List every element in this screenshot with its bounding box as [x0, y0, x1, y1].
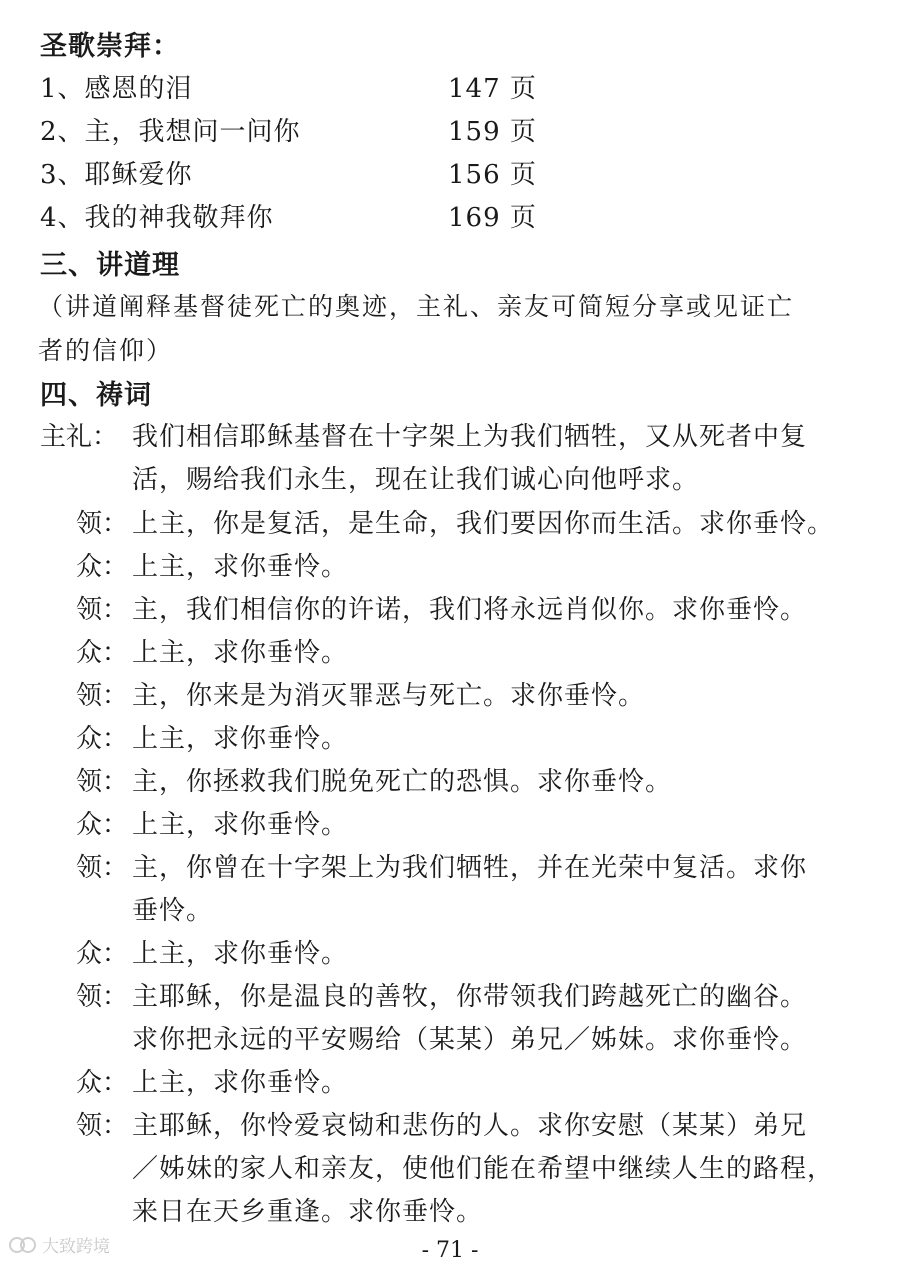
leader-text: ／姊妹的家人和亲友，使他们能在希望中继续人生的路程， [132, 1154, 835, 1184]
people-label: 众： [76, 1068, 129, 1098]
people-response: 上主，求你垂怜。 [132, 552, 349, 582]
people-response: 上主，求你垂怜。 [132, 1068, 349, 1098]
leader-text: 上主，你是复活，是生命，我们要因你而生活。求你垂怜。 [132, 509, 835, 539]
leader-text: 垂怜。 [132, 896, 214, 926]
leader-text: 主，我们相信你的许诺，我们将永远肖似你。求你垂怜。 [132, 595, 808, 625]
celebrant-label: 主礼： [40, 422, 119, 452]
sermon-note-line: 者的信仰） [38, 336, 174, 365]
hymn-page: 159 页 [448, 117, 537, 147]
leader-text: 求你把永远的平安赐给（某某）弟兄／姊妹。求你垂怜。 [132, 1025, 808, 1055]
people-label: 众： [76, 810, 129, 840]
leader-label: 领： [76, 767, 129, 797]
watermark-text: 大致跨境 [42, 1237, 110, 1257]
hymns-heading: 圣歌崇拜： [40, 31, 180, 62]
hymn-page: 147 页 [448, 74, 537, 104]
page-number: - 71 - [421, 1238, 479, 1263]
hymn-title: 1、感恩的泪 [40, 74, 193, 104]
people-label: 众： [76, 552, 129, 582]
leader-label: 领： [76, 853, 129, 883]
hymn-item [40, 154, 537, 191]
hymn-page: 169 页 [448, 203, 537, 233]
sermon-heading: 三、讲道理 [40, 250, 180, 281]
hymn-title: 3、耶稣爱你 [40, 160, 193, 190]
people-response: 上主，求你垂怜。 [132, 810, 349, 840]
hymn-title: 2、主，我想问一问你 [40, 117, 301, 147]
leader-text: 主耶稣，你是温良的善牧，你带领我们跨越死亡的幽谷。 [132, 982, 808, 1012]
celebrant-text-line: 我们相信耶稣基督在十字架上为我们牺牲，又从死者中复 [132, 422, 808, 452]
celebrant-text-line: 活，赐给我们永生，现在让我们诚心向他呼求。 [132, 465, 700, 495]
people-label: 众： [76, 724, 129, 754]
leader-label: 领： [76, 681, 129, 711]
leader-label: 领： [76, 1111, 129, 1141]
people-response: 上主，求你垂怜。 [132, 638, 349, 668]
leader-text: 主，你来是为消灭罪恶与死亡。求你垂怜。 [132, 681, 646, 711]
leader-text: 来日在天乡重逢。求你垂怜。 [132, 1197, 484, 1227]
people-label: 众： [76, 939, 129, 969]
leader-text: 主，你曾在十字架上为我们牺牲，并在光荣中复活。求你 [132, 853, 808, 883]
people-response: 上主，求你垂怜。 [132, 724, 349, 754]
leader-label: 领： [76, 509, 129, 539]
sermon-note-line: （讲道阐释基督徒死亡的奥迹，主礼、亲友可简短分享或见证亡 [38, 292, 795, 321]
prayer-heading: 四、祷词 [40, 380, 152, 411]
leader-label: 领： [76, 982, 129, 1012]
hymn-item [40, 111, 537, 148]
people-response: 上主，求你垂怜。 [132, 939, 349, 969]
people-label: 众： [76, 638, 129, 668]
hymn-item [40, 197, 537, 234]
hymn-page: 156 页 [448, 160, 537, 190]
logo-mark-icon [8, 1235, 38, 1255]
hymn-title: 4、我的神我敬拜你 [40, 203, 274, 233]
hymn-item [40, 68, 537, 105]
watermark [8, 1232, 110, 1257]
leader-text: 主，你拯救我们脱免死亡的恐惧。求你垂怜。 [132, 767, 673, 797]
leader-label: 领： [76, 595, 129, 625]
leader-text: 主耶稣，你怜爱哀恸和悲伤的人。求你安慰（某某）弟兄 [132, 1111, 808, 1141]
